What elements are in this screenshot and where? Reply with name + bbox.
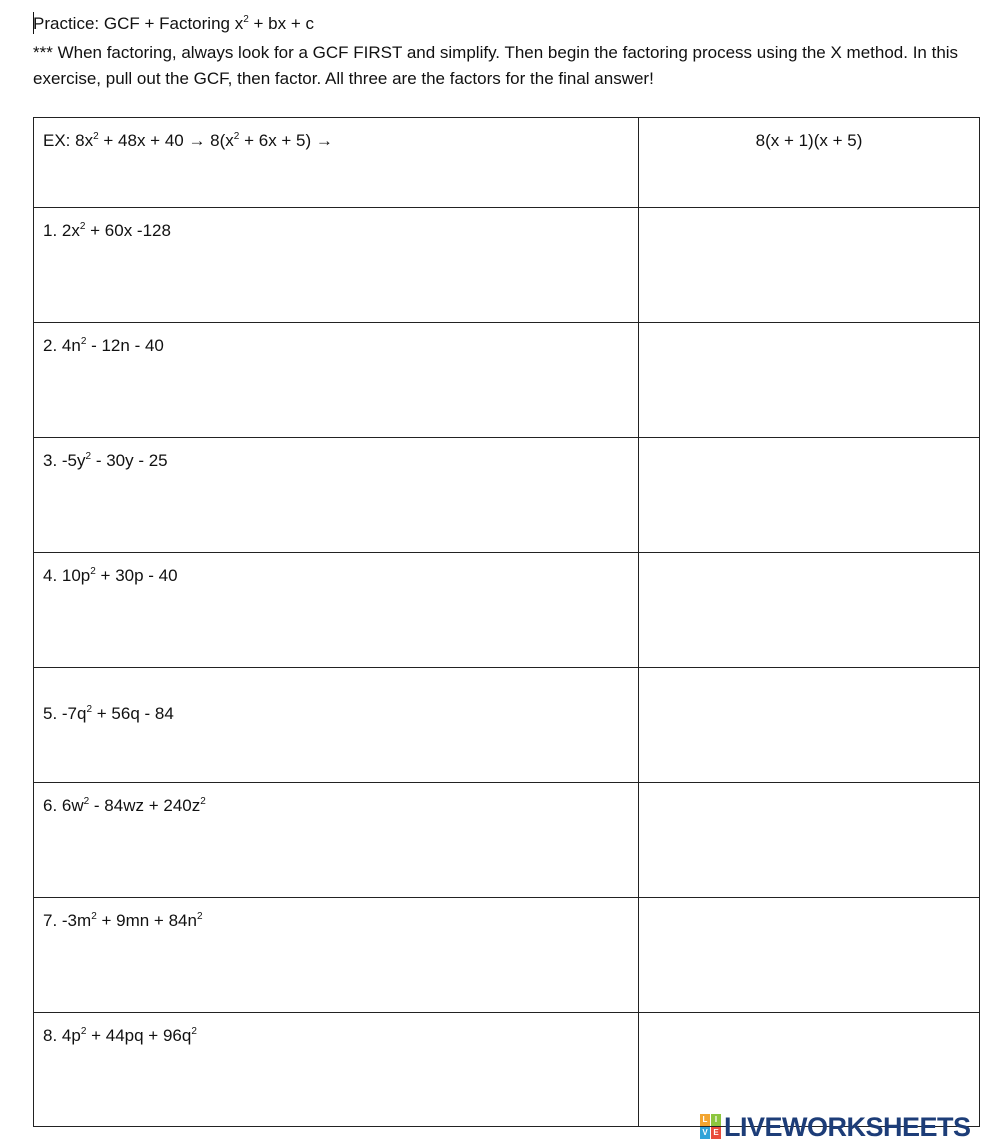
problem-question-cell (34, 783, 639, 898)
problem-answer-cell[interactable] (639, 668, 980, 783)
problem-answer-cell[interactable] (639, 1013, 980, 1127)
liveworksheets-logo-icon (700, 1114, 722, 1140)
problem-expression: 2. $4n^2 - 12n - 40$ (43, 336, 164, 355)
problem-question-cell (34, 323, 639, 438)
problem-expression: 1. $2x^2 + 60x$ -128 (43, 221, 171, 240)
problem-expression: 7. $-3m^2 + 9mn + 84n^2$ (43, 911, 203, 930)
liveworksheets-logo (700, 1112, 971, 1142)
logo-letter-l: L (700, 1114, 710, 1126)
problem-answer-cell[interactable] (639, 898, 980, 1013)
problem-expression: 5. $-7q^2 + 56q - 84$ (43, 704, 174, 723)
problem-row (34, 208, 980, 323)
problem-expression: 3. $-5y^2 - 30y - 25$ (43, 451, 168, 470)
problem-question-cell (34, 1013, 639, 1127)
problem-expression: 8. $4p^2 + 44pq + 96q^2$ (43, 1026, 197, 1045)
factoring-table (33, 117, 980, 1127)
problem-question-cell (34, 898, 639, 1013)
problem-row (34, 898, 980, 1013)
problem-row (34, 1013, 980, 1127)
example-answer-cell (639, 118, 980, 208)
example-question-cell (34, 118, 639, 208)
problem-answer-cell[interactable] (639, 323, 980, 438)
problem-expression: 4. $10p^2 + 30p - 40$ (43, 566, 178, 585)
logo-letter-i: I (711, 1114, 721, 1126)
logo-letter-v: V (700, 1127, 710, 1139)
problem-answer-cell[interactable] (639, 208, 980, 323)
problem-row (34, 323, 980, 438)
example-answer: 8(x + 1)(x + 5) (755, 131, 863, 150)
problem-answer-cell[interactable] (639, 438, 980, 553)
problem-row (34, 668, 980, 783)
problem-question-cell (34, 553, 639, 668)
worksheet-title: Practice: GCF + Factoring $x^2$ + bx + c (33, 14, 314, 33)
problem-expression: 6. $6w^2 - 84wz + 240z^2$ (43, 796, 206, 815)
problem-row (34, 783, 980, 898)
instructions-text: *** When factoring, always look for a GCF FIRST and simplify. Then begin the factoring process using the X method. In this exercise, pull out the GCF, then factor. All three are the factors for the final answer! (33, 43, 959, 88)
problem-answer-cell[interactable] (639, 553, 980, 668)
problem-question-cell (34, 668, 639, 783)
liveworksheets-logo-text: LIVEWORKSHEETS (724, 1111, 971, 1142)
example-expression: EX: $8x^2 + 48x + 40 \to 8(x^2 + 6x + 5)$ → (43, 131, 333, 150)
problem-answer-cell[interactable] (639, 783, 980, 898)
logo-letter-e: E (711, 1127, 721, 1139)
problem-question-cell (34, 208, 639, 323)
problem-row (34, 553, 980, 668)
problem-row (34, 438, 980, 553)
example-row (34, 118, 980, 208)
problem-question-cell (34, 438, 639, 553)
